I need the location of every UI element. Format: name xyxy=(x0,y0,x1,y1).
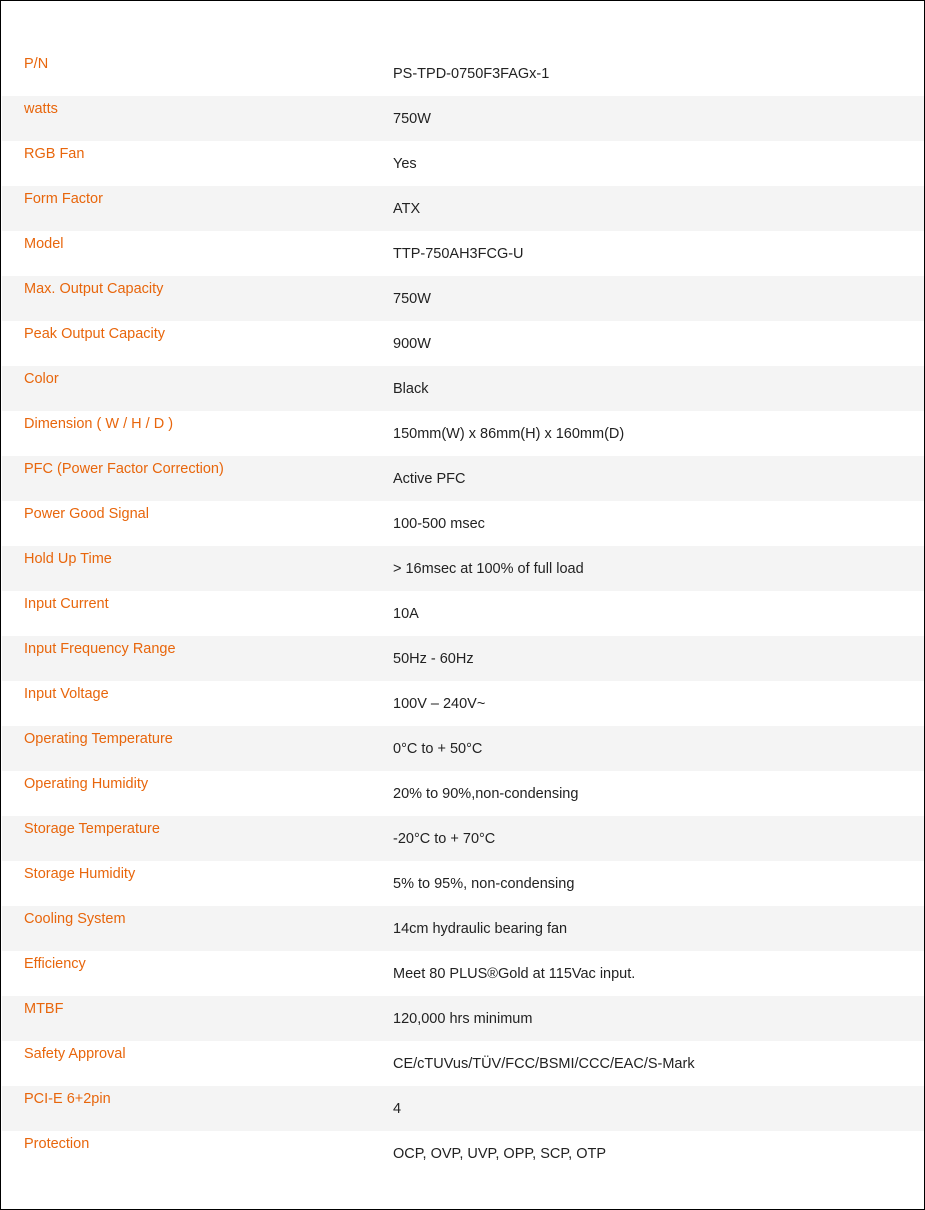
spec-label: Input Current xyxy=(24,596,109,612)
spec-row xyxy=(2,1041,924,1086)
spec-label: PCI-E 6+2pin xyxy=(24,1091,111,1107)
spec-label: PFC (Power Factor Correction) xyxy=(24,461,224,477)
spec-value: 750W xyxy=(393,111,431,127)
spec-label: Protection xyxy=(24,1136,90,1152)
spec-label: Storage Humidity xyxy=(24,866,136,882)
spec-label: Input Voltage xyxy=(24,686,109,702)
spec-label: Storage Temperature xyxy=(24,821,160,837)
spec-label: Input Frequency Range xyxy=(24,641,176,657)
spec-value: 0°C to + 50°C xyxy=(393,741,483,757)
spec-row xyxy=(2,96,924,141)
spec-value: 10A xyxy=(393,606,419,622)
spec-value: 100-500 msec xyxy=(393,516,485,532)
spec-row xyxy=(2,996,924,1041)
spec-value: 150mm(W) x 86mm(H) x 160mm(D) xyxy=(393,426,625,442)
spec-row xyxy=(2,816,924,861)
spec-row xyxy=(2,951,924,996)
spec-value: ATX xyxy=(393,201,421,217)
spec-row xyxy=(2,501,924,546)
spec-value: Meet 80 PLUS®Gold at 115Vac input. xyxy=(393,966,636,982)
spec-row xyxy=(2,1086,924,1131)
spec-label: Operating Humidity xyxy=(24,776,149,792)
spec-value: TTP-750AH3FCG-U xyxy=(393,246,524,262)
spec-row xyxy=(2,456,924,501)
spec-row xyxy=(2,636,924,681)
spec-label: Hold Up Time xyxy=(24,551,112,567)
spec-label: Efficiency xyxy=(24,956,86,972)
spec-label: P/N xyxy=(24,56,49,72)
spec-value: 120,000 hrs minimum xyxy=(393,1011,533,1027)
spec-row xyxy=(2,366,924,411)
spec-label: Dimension ( W / H / D ) xyxy=(24,416,174,432)
spec-label: watts xyxy=(24,101,58,117)
spec-value: OCP, OVP, UVP, OPP, SCP, OTP xyxy=(393,1146,607,1162)
spec-label: Peak Output Capacity xyxy=(24,326,166,342)
spec-label: Safety Approval xyxy=(24,1046,126,1062)
spec-row xyxy=(2,321,924,366)
spec-label: Max. Output Capacity xyxy=(24,281,164,297)
spec-value: CE/cTUVus/TÜV/FCC/BSMI/CCC/EAC/S-Mark xyxy=(393,1056,695,1072)
spec-table xyxy=(2,51,924,1176)
spec-row xyxy=(2,546,924,591)
spec-row xyxy=(2,51,924,96)
spec-value: Active PFC xyxy=(393,471,466,487)
spec-value: 900W xyxy=(393,336,431,352)
spec-row xyxy=(2,906,924,951)
spec-value: 50Hz - 60Hz xyxy=(393,651,474,667)
spec-value: Yes xyxy=(393,156,417,172)
spec-row xyxy=(2,186,924,231)
spec-value: > 16msec at 100% of full load xyxy=(393,561,584,577)
spec-label: Color xyxy=(24,371,59,387)
spec-value: 14cm hydraulic bearing fan xyxy=(393,921,568,937)
spec-label: Power Good Signal xyxy=(24,506,149,522)
spec-row xyxy=(2,276,924,321)
spec-value: 4 xyxy=(393,1101,402,1117)
spec-label: Model xyxy=(24,236,64,252)
spec-label: Cooling System xyxy=(24,911,126,927)
spec-row xyxy=(2,411,924,456)
spec-row xyxy=(2,231,924,276)
spec-row xyxy=(2,141,924,186)
spec-value: PS-TPD-0750F3FAGx-1 xyxy=(393,66,550,82)
spec-row xyxy=(2,771,924,816)
spec-label: Form Factor xyxy=(24,191,103,207)
spec-value: 750W xyxy=(393,291,431,307)
spec-value: 20% to 90%,non-condensing xyxy=(393,786,579,802)
spec-row xyxy=(2,1131,924,1176)
spec-label: MTBF xyxy=(24,1001,64,1017)
spec-label: RGB Fan xyxy=(24,146,85,162)
spec-row xyxy=(2,681,924,726)
spec-value: Black xyxy=(393,381,429,397)
spec-value: -20°C to + 70°C xyxy=(393,831,496,847)
spec-row xyxy=(2,591,924,636)
spec-row xyxy=(2,861,924,906)
spec-label: Operating Temperature xyxy=(24,731,173,747)
spec-row xyxy=(2,726,924,771)
spec-value: 100V – 240V~ xyxy=(393,696,486,712)
spec-value: 5% to 95%, non-condensing xyxy=(393,876,575,892)
